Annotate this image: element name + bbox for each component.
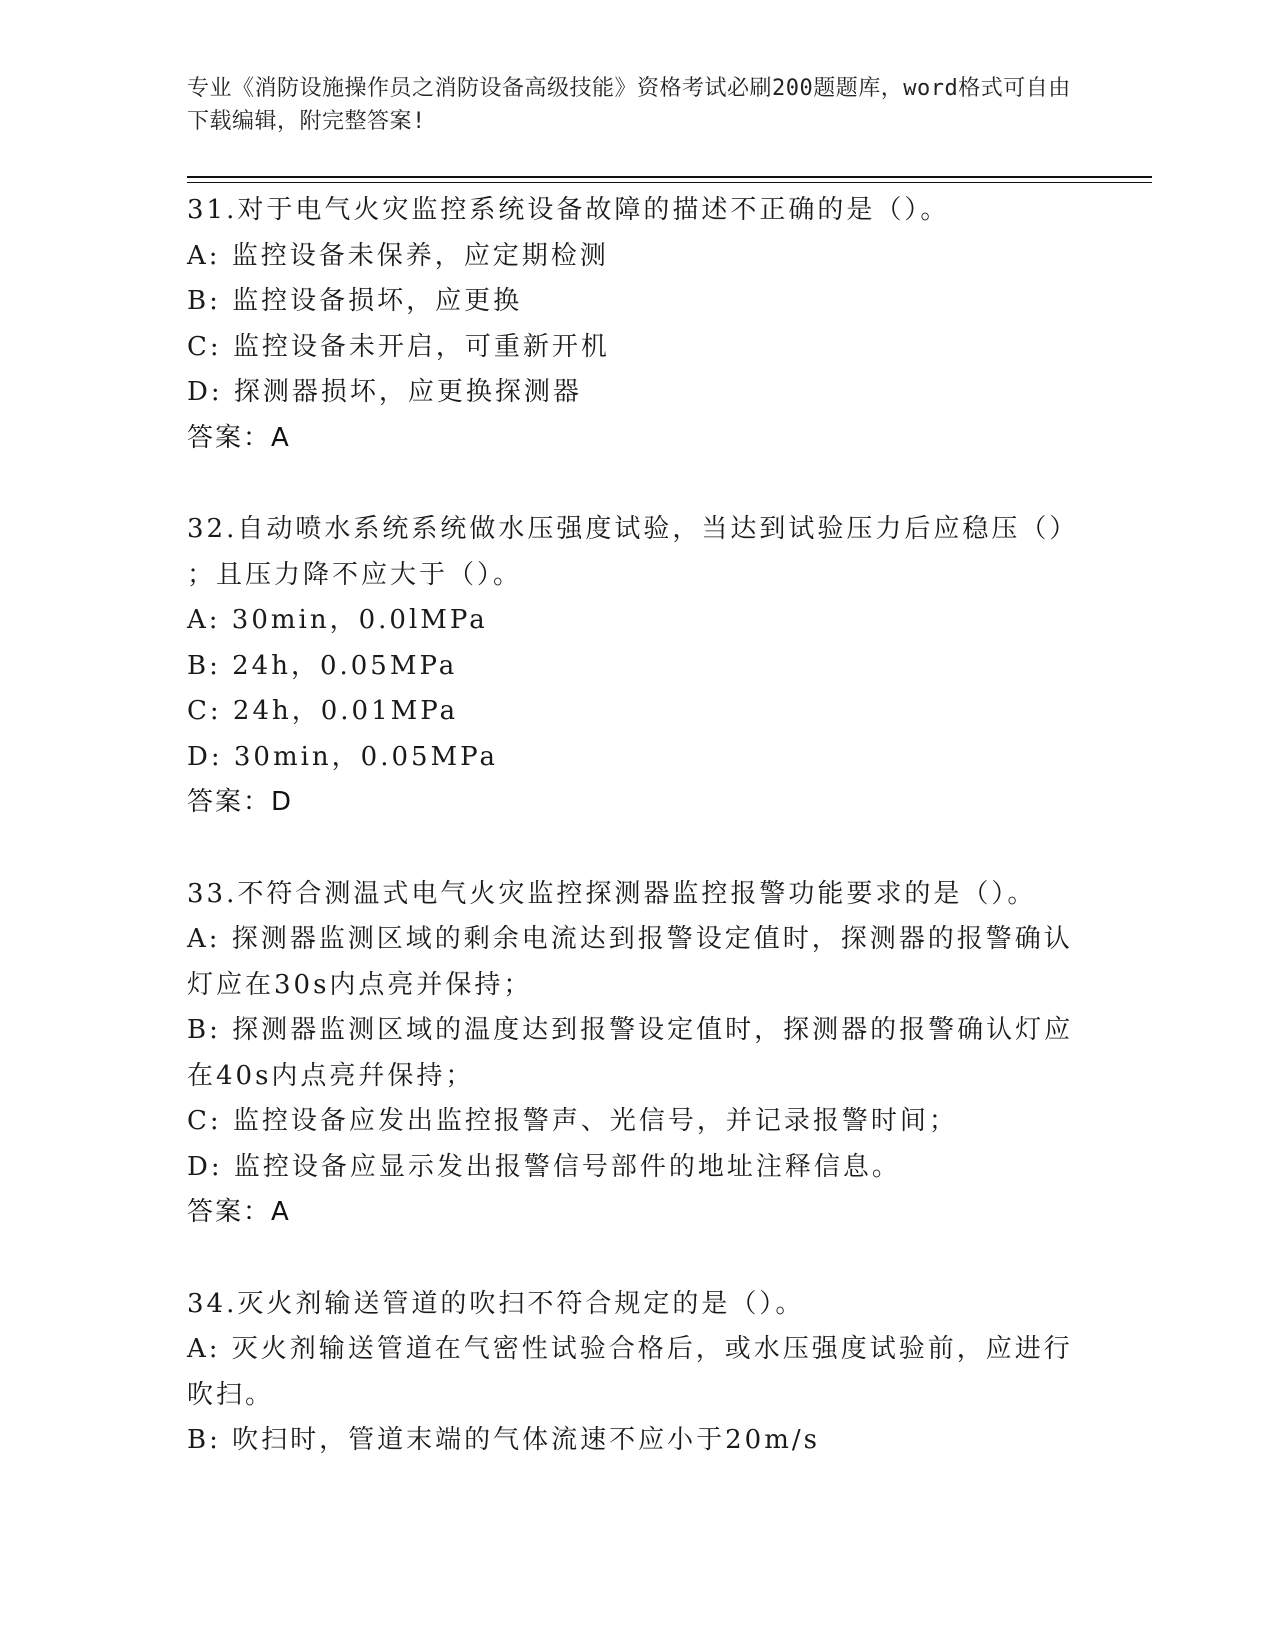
option-b: B: 吹扫时，管道末端的气体流速不应小于20m/s: [187, 1425, 820, 1455]
option-d: D: 监控设备应显示发出报警信号部件的地址注释信息。: [187, 1151, 901, 1182]
option-d: D: 30min，0.05MPa: [187, 741, 499, 772]
option-a-continued: 吹扫。: [187, 1379, 275, 1410]
answer-label: 答案：A: [187, 422, 291, 453]
option-c: C: 监控设备未开启，可重新开机: [187, 331, 610, 362]
option-c: C: 监控设备应发出监控报警声、光信号，并记录报警时间；: [187, 1106, 958, 1136]
option-b: B: 监控设备损坏，应更换: [187, 286, 523, 316]
option-a: A: 30min，0.0lMPa: [187, 605, 488, 635]
option-a: A: 灭火剂输送管道在气密性试验合格后，或水压强度试验前，应进行: [187, 1334, 1073, 1364]
question-stem: 31.对于电气火灾监控系统设备故障的描述不正确的是（）。: [187, 195, 950, 225]
option-b: B: 探测器监测区域的温度达到报警设定值时，探测器的报警确认灯应: [187, 1015, 1074, 1045]
option-a: A: 监控设备未保养，应定期检测: [187, 240, 609, 271]
header-divider-thin: [187, 182, 1152, 183]
question-stem-continued: ；且压力降不应大于（）。: [187, 559, 523, 590]
option-b: B: 24h，0.05MPa: [187, 650, 458, 681]
question-34: [187, 1282, 1087, 1464]
question-stem: 34.灭火剂输送管道的吹扫不符合规定的是（）。: [187, 1288, 805, 1319]
page-header-intro: 专业《消防设施操作员之消防设备高级技能》资格考试必刷200题题库，word格式可自由下载编辑，附完整答案!: [187, 76, 1071, 134]
option-c: C: 24h，0.01MPa: [187, 696, 459, 726]
option-b-continued: 在40s内点亮幷保持；: [187, 1060, 475, 1091]
question-32: [187, 507, 1087, 826]
question-list: [187, 188, 1087, 1464]
option-a-continued: 灯应在30s内点亮并保持；: [187, 969, 533, 1000]
question-stem: 33.不符合测温式电气火灾监控探测器监控报警功能要求的是（）。: [187, 878, 1037, 909]
option-d: D: 探测器损坏，应更换探测器: [187, 377, 582, 407]
question-33: [187, 872, 1087, 1236]
answer-label: 答案：A: [187, 1197, 291, 1227]
option-a: A: 探测器监测区域的剩余电流达到报警设定值时，探测器的报警确认: [187, 924, 1073, 954]
header-divider-thick: [187, 176, 1152, 178]
answer-label: 答案：D: [187, 787, 294, 817]
question-31: [187, 188, 1087, 461]
question-stem: 32.自动喷水系统系统做水压强度试验，当达到试验压力后应稳压（）: [187, 514, 1079, 544]
